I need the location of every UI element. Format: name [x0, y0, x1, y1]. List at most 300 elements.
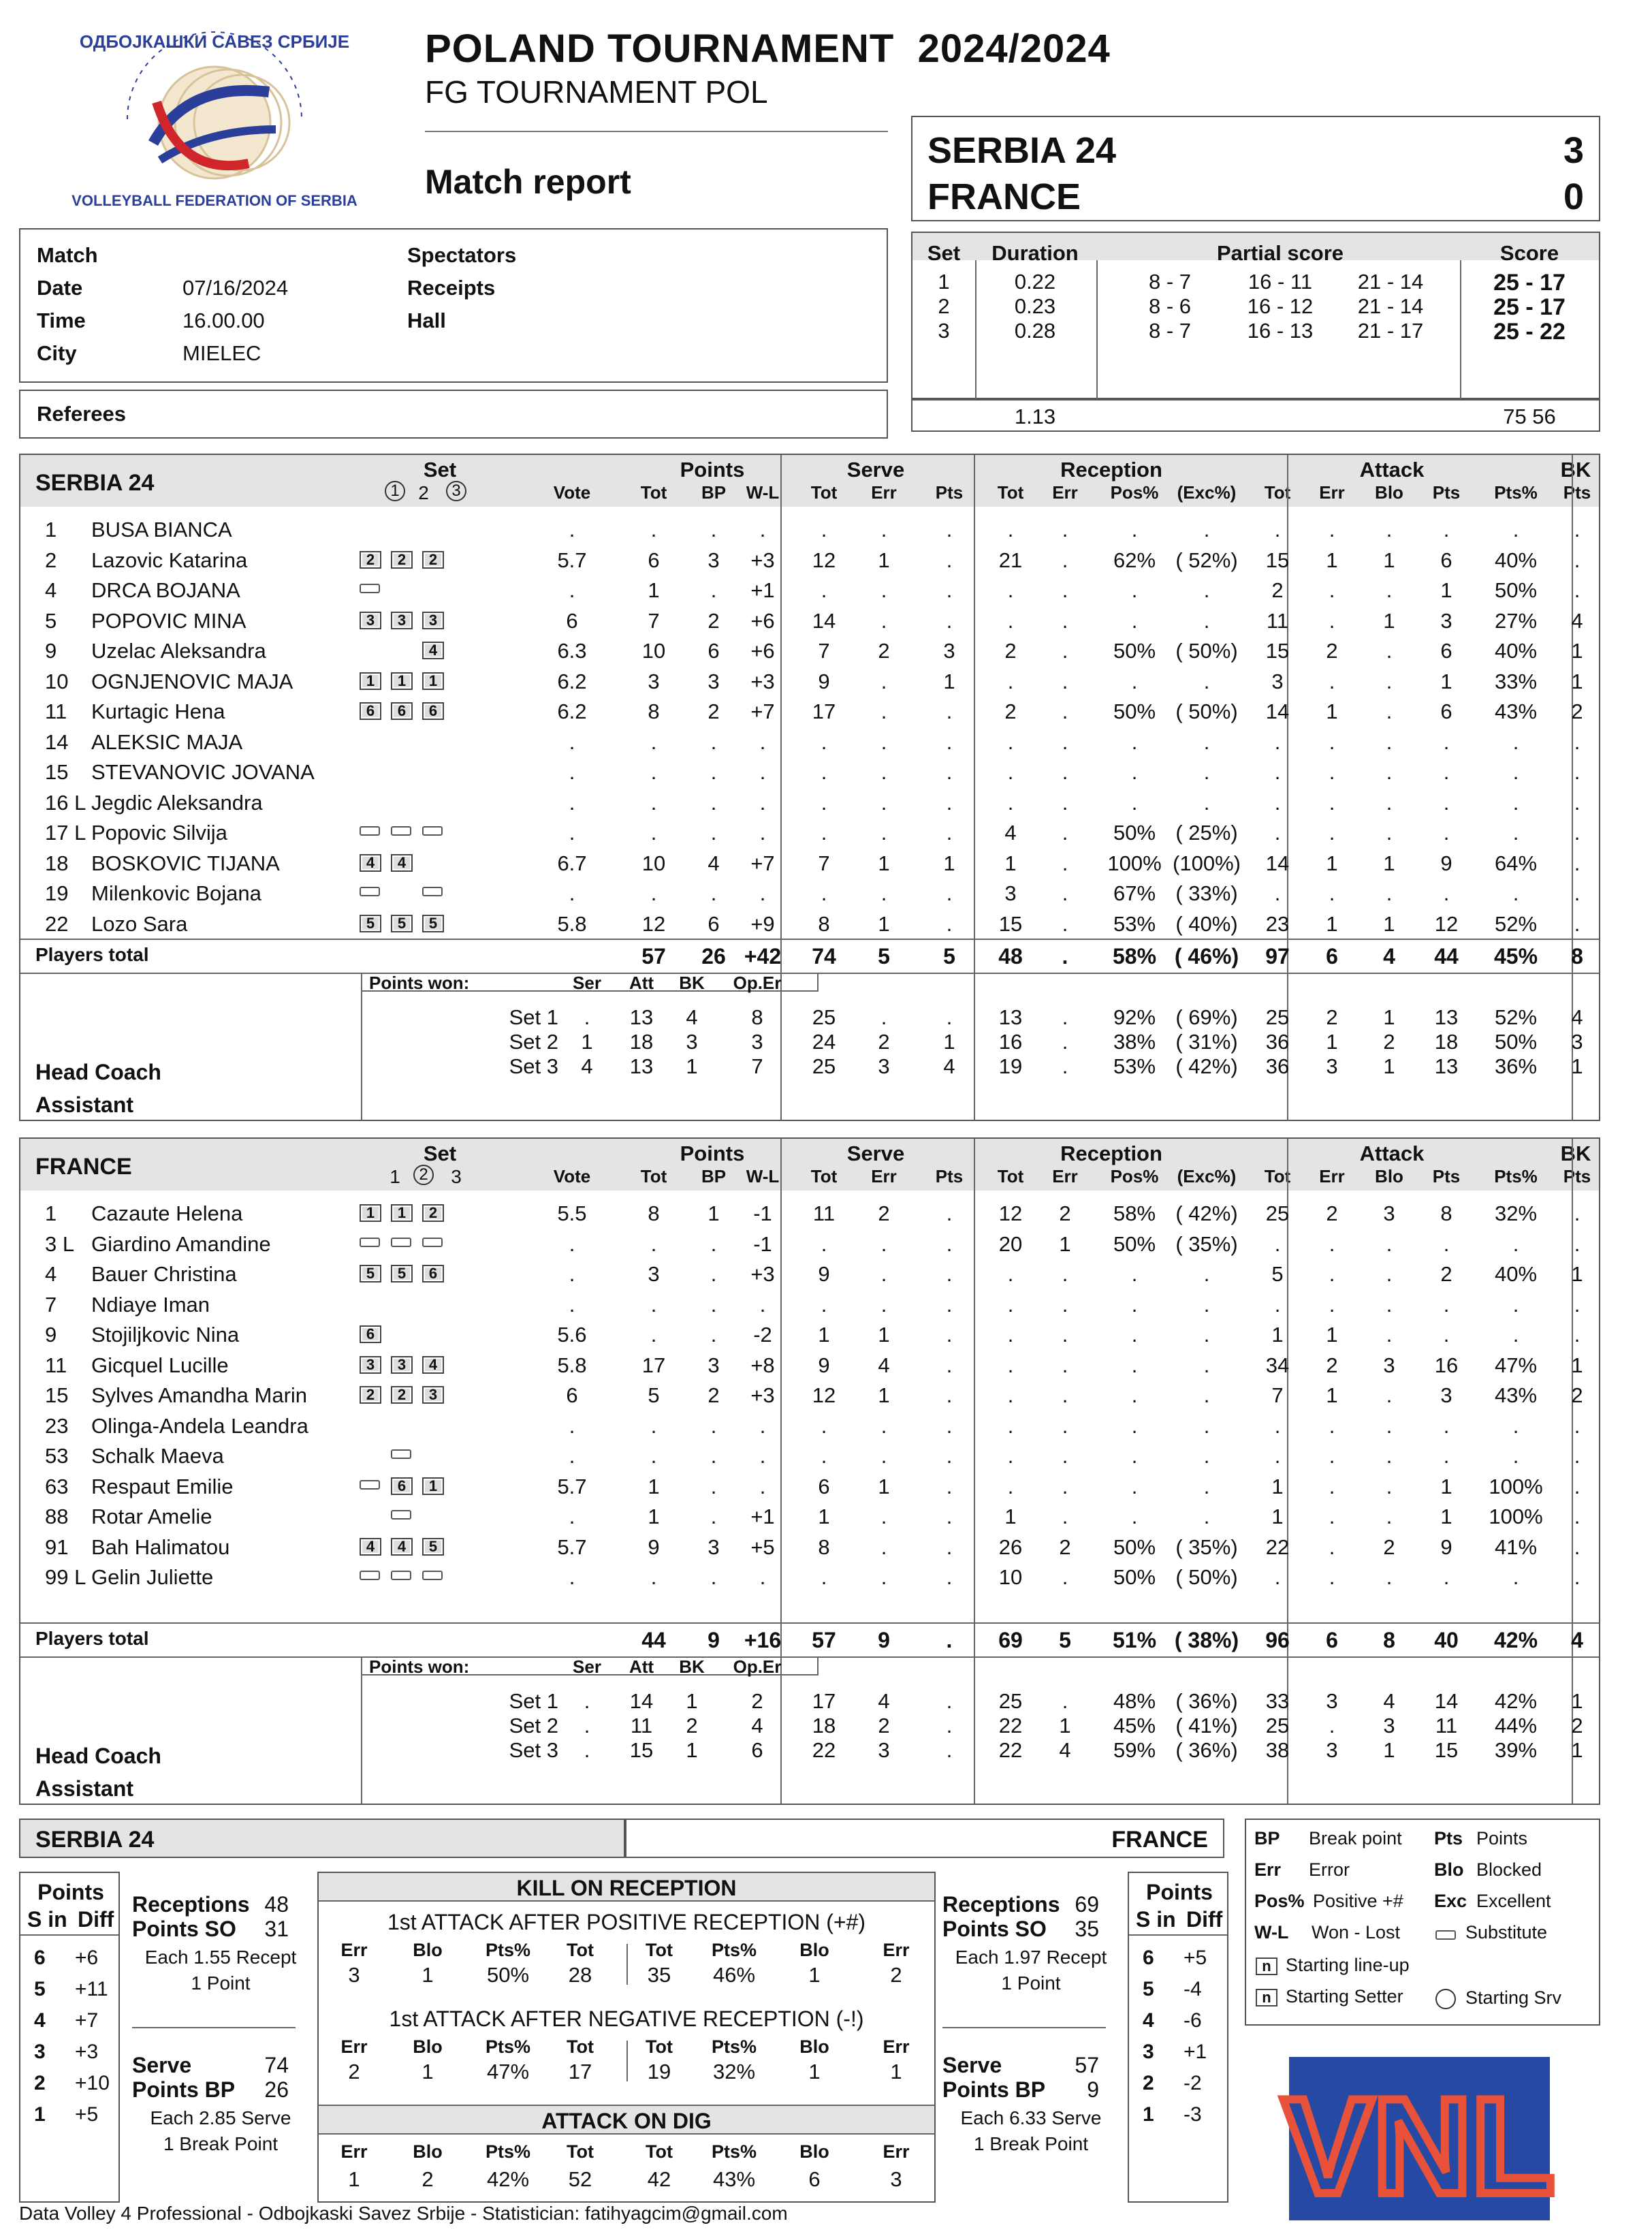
stat-cell: .: [1512, 1413, 1519, 1438]
player-number: 18: [45, 851, 69, 875]
summary-team1: SERBIA 24: [35, 1827, 155, 1853]
stat-cell: .: [880, 729, 887, 754]
lineup-position: 2: [422, 551, 444, 569]
set-breakdown-cell: 3: [1326, 1689, 1338, 1713]
sets-divider: [1460, 260, 1461, 399]
lineup-position: 6: [360, 702, 381, 720]
serve-ratio: Each 6.33 Serve: [960, 2107, 1102, 2128]
stat-cell: .: [1007, 608, 1014, 633]
stat-cell: 50%: [1113, 821, 1156, 845]
stat-cell: .: [1386, 1413, 1393, 1438]
dig-col-header: Blo: [413, 2141, 443, 2162]
dig-value: 1: [348, 2167, 360, 2191]
stat-cell: .: [946, 1231, 953, 1256]
set-breakdown-cell: 13: [629, 1054, 654, 1078]
stat-cell: 2: [1326, 1353, 1338, 1377]
stat-cell: +3: [750, 1262, 775, 1286]
set-number: 3: [451, 1166, 462, 1187]
kill-col-header: Err: [883, 2036, 910, 2057]
set-breakdown-cell: 8: [751, 1005, 763, 1029]
stat-cell: .: [1203, 790, 1210, 815]
set-breakdown-label: Set 1: [509, 1689, 558, 1713]
kill-value: 3: [348, 1963, 360, 1987]
stat-cell: 1: [1004, 1505, 1017, 1528]
stat-cell: .: [1131, 1353, 1138, 1377]
stat-cell: .: [821, 1231, 827, 1256]
set-number: 1: [390, 1166, 400, 1187]
stat-cell: .: [1386, 578, 1393, 602]
sets-divider: [975, 260, 976, 399]
stat-cell: 2: [1571, 1383, 1583, 1407]
kill-col-header: Blo: [413, 1940, 443, 1960]
result-score1: 3: [1563, 130, 1584, 171]
col-subheader: Tot: [997, 482, 1024, 503]
col-group-points: Points: [680, 458, 745, 482]
stat-cell: 1: [1326, 1323, 1338, 1347]
player-name: Giardino Amandine: [91, 1231, 271, 1256]
set-breakdown-cell: 15: [1434, 1738, 1459, 1762]
stat-cell: 34: [1265, 1353, 1290, 1377]
stat-cell: .: [1574, 1444, 1580, 1468]
referees-label: Referees: [37, 402, 126, 426]
stat-cell: 2: [1383, 1535, 1395, 1559]
set-breakdown-cell: 1: [1383, 1054, 1395, 1078]
stat-cell: .: [710, 1444, 717, 1468]
legend-text: Won - Lost: [1312, 1922, 1401, 1942]
stat-cell: 5.5: [557, 1201, 587, 1225]
stat-cell: .: [1203, 1474, 1210, 1498]
stat-cell: .: [1574, 1231, 1580, 1256]
rotation-s: 1: [1143, 2103, 1154, 2126]
stat-cell: ( 52%): [1175, 548, 1238, 572]
player-name: Bah Halimatou: [91, 1535, 230, 1559]
stat-cell: 6.7: [557, 851, 587, 875]
stat-cell: .: [1203, 608, 1210, 633]
player-number: 19: [45, 881, 69, 905]
stat-cell: -1: [753, 1231, 772, 1256]
kill-value: 19: [647, 2060, 671, 2083]
stat-cell: 7: [648, 608, 660, 633]
rotation-diff-value: -2: [1184, 2072, 1202, 2094]
player-name: Jegdic Aleksandra: [91, 790, 263, 815]
stat-cell: .: [1131, 760, 1138, 784]
stat-cell: .: [1443, 1444, 1450, 1468]
dig-col-header: Tot: [646, 2141, 673, 2162]
stat-cell: .: [1062, 518, 1068, 541]
set-breakdown-cell: ( 41%): [1175, 1714, 1238, 1737]
stat-cell: .: [946, 1383, 953, 1407]
rotation-diff: Diff: [1186, 1907, 1223, 1932]
col-group-reception: Reception: [1060, 458, 1162, 482]
stat-cell: 1: [818, 1505, 830, 1528]
stat-cell: 50%: [1494, 578, 1538, 602]
points-won-col: Op.Er: [733, 1656, 782, 1677]
stat-cell: 5.7: [557, 1474, 587, 1498]
rotation-diff-value: -3: [1184, 2103, 1202, 2126]
lineup-position: 4: [360, 1538, 381, 1556]
stat-cell: 8: [648, 699, 660, 723]
stat-cell: .: [1329, 669, 1335, 693]
legend-text: Starting line-up: [1286, 1955, 1410, 1975]
kill-col-header: Err: [883, 1940, 910, 1960]
stat-cell: .: [880, 1262, 887, 1286]
stat-cell: .: [710, 1565, 717, 1589]
stat-cell: .: [1007, 1383, 1014, 1407]
stat-cell: .: [1062, 608, 1068, 633]
set-breakdown-cell: 36: [1265, 1030, 1290, 1054]
stat-cell: 27%: [1494, 608, 1538, 633]
lineup-position: 3: [422, 1386, 444, 1404]
player-number: 4: [45, 1262, 57, 1286]
points-bp-value: 9: [1087, 2077, 1099, 2102]
set-breakdown-cell: 1: [1326, 1030, 1338, 1054]
set-breakdown-cell: .: [584, 1738, 590, 1762]
lineup-position: 4: [422, 642, 444, 659]
col-subheader: Blo: [1375, 1166, 1403, 1186]
total-cell: 44: [641, 1628, 666, 1652]
lineup-position: 2: [422, 1204, 444, 1222]
col-subheader: Err: [1052, 482, 1078, 503]
player-name: OGNJENOVIC MAJA: [91, 669, 293, 693]
stat-cell: 33%: [1494, 669, 1538, 693]
stat-cell: .: [1329, 1413, 1335, 1438]
stat-cell: .: [1007, 1292, 1014, 1317]
set-breakdown-cell: 4: [878, 1689, 890, 1713]
stat-cell: .: [759, 1474, 766, 1498]
set-breakdown-cell: 39%: [1494, 1738, 1538, 1762]
substitute-marker: [360, 584, 380, 593]
player-name: Gelin Juliette: [91, 1565, 214, 1589]
stat-cell: 1: [1571, 639, 1583, 663]
player-name: BOSKOVIC TIJANA: [91, 851, 280, 875]
stat-cell: 1: [1271, 1323, 1284, 1347]
stat-cell: .: [1443, 881, 1450, 905]
total-cell: 26: [701, 944, 726, 969]
set-breakdown-cell: .: [1062, 1005, 1068, 1029]
set-circle-indicator: 1: [385, 481, 405, 501]
stat-cell: .: [569, 578, 575, 602]
stat-cell: 2: [708, 699, 720, 723]
kill-value: 32%: [712, 2060, 756, 2083]
kill-col-header: Tot: [646, 1940, 673, 1960]
set-circle-indicator: 2: [413, 1165, 434, 1185]
col-subheader: Pts%: [1494, 1166, 1538, 1186]
stat-cell: .: [650, 729, 657, 754]
set-row-cell: 16 - 12: [1247, 294, 1314, 318]
total-cell: ( 38%): [1174, 1628, 1239, 1652]
stat-cell: .: [880, 1565, 887, 1589]
lineup-position: 6: [422, 702, 444, 720]
stat-cell: .: [1062, 1444, 1068, 1468]
kill-col-header: Blo: [799, 2036, 829, 2057]
stat-cell: .: [1512, 729, 1519, 754]
points-won-col: Ser: [573, 1656, 601, 1677]
stat-cell: .: [1062, 1323, 1068, 1347]
rotation-divider: [1129, 1934, 1227, 1936]
sets-h-score: Score: [1499, 241, 1559, 265]
stat-cell: .: [1386, 821, 1393, 845]
total-cell: .: [1062, 944, 1068, 969]
stat-cell: 21: [998, 548, 1023, 572]
stat-cell: +6: [750, 608, 775, 633]
col-subheader: Pts: [935, 1166, 964, 1186]
player-name: Kurtagic Hena: [91, 699, 225, 723]
col-subheader: Pts: [935, 482, 964, 503]
total-cell: 69: [998, 1628, 1023, 1652]
stat-cell: 64%: [1494, 851, 1538, 875]
rotation-diff-value: +5: [1184, 1947, 1207, 1969]
stat-cell: 3: [708, 1353, 720, 1377]
stat-cell: .: [946, 790, 953, 815]
stat-cell: 2: [1571, 699, 1583, 723]
kill-col-header: Err: [340, 2036, 368, 2057]
col-subheader: (Exc%): [1177, 1166, 1237, 1186]
stat-cell: .: [1574, 760, 1580, 784]
set-row-cell: 16 - 11: [1248, 270, 1313, 294]
stat-cell: 22: [1265, 1535, 1290, 1559]
stat-cell: .: [1007, 578, 1014, 602]
stat-cell: 100%: [1107, 851, 1162, 875]
title-divider: [425, 131, 888, 132]
stat-cell: .: [1386, 1565, 1393, 1589]
total-cell: 9: [878, 1628, 890, 1652]
total-cell: 42%: [1493, 1628, 1538, 1652]
sets-divider: [1096, 260, 1098, 399]
legend-key: Err: [1254, 1859, 1282, 1880]
set-breakdown-cell: 11: [1435, 1714, 1458, 1737]
legend-text: Points: [1476, 1828, 1528, 1848]
set-breakdown-cell: .: [1329, 1714, 1335, 1737]
set-breakdown-cell: 13: [998, 1005, 1023, 1029]
set-circle-indicator: 3: [446, 481, 466, 501]
stat-cell: .: [1203, 1353, 1210, 1377]
col-group-serve: Serve: [846, 1142, 905, 1165]
stat-cell: .: [1274, 729, 1281, 754]
player-number: 88: [45, 1505, 69, 1528]
kill-value: 1: [422, 2060, 434, 2083]
stat-cell: .: [710, 1323, 717, 1347]
set-breakdown-label: Set 1: [509, 1005, 558, 1029]
stat-cell: .: [1203, 1383, 1210, 1407]
total-points: 75 56: [1503, 405, 1556, 428]
stat-cell: +7: [750, 851, 775, 875]
stat-cell: 62%: [1113, 548, 1156, 572]
time-value: 16.00.00: [182, 309, 265, 332]
rotation-sin: S in: [1136, 1907, 1176, 1932]
kill-value: 35: [647, 1963, 671, 1987]
stat-cell: .: [759, 1413, 766, 1438]
lineup-position: 6: [422, 1265, 444, 1283]
col-subheader: Pts: [1432, 482, 1461, 503]
stat-cell: 3: [1383, 1201, 1395, 1225]
stat-cell: 1: [878, 1383, 890, 1407]
stat-cell: ( 33%): [1175, 881, 1238, 905]
stat-cell: 3: [1440, 1383, 1452, 1407]
stat-cell: 6: [708, 911, 720, 936]
stat-cell: 2: [1059, 1535, 1071, 1559]
stat-cell: .: [880, 578, 887, 602]
set-breakdown-cell: 38%: [1113, 1030, 1156, 1054]
kill-value: 50%: [486, 1963, 530, 1987]
player-name: Uzelac Aleksandra: [91, 639, 266, 663]
stat-cell: 5.7: [557, 548, 587, 572]
substitute-marker: [391, 826, 411, 836]
stat-cell: 3: [708, 1535, 720, 1559]
stat-cell: .: [569, 1565, 575, 1589]
stat-cell: 6.2: [557, 669, 587, 693]
stat-cell: .: [1574, 1565, 1580, 1589]
points-won-col: BK: [679, 973, 705, 993]
set-breakdown-cell: 3: [751, 1030, 763, 1054]
stat-cell: .: [710, 790, 717, 815]
totals-divider: [20, 1622, 1599, 1624]
stat-cell: 1: [943, 851, 955, 875]
stat-cell: .: [1329, 1535, 1335, 1559]
set-breakdown-cell: 1: [943, 1030, 955, 1054]
totals-divider: [20, 939, 1599, 940]
stat-cell: 1: [1440, 669, 1452, 693]
stat-cell: .: [1386, 1292, 1393, 1317]
stat-cell: .: [1512, 881, 1519, 905]
stat-cell: 3: [1440, 608, 1452, 633]
kill-value: 1: [890, 2060, 902, 2083]
stat-cell: .: [710, 1262, 717, 1286]
stat-cell: .: [1131, 1505, 1138, 1528]
player-number: 91: [45, 1535, 69, 1559]
points-won-divider: [361, 1676, 362, 1804]
total-cell: 48: [998, 944, 1023, 969]
stat-cell: .: [821, 518, 827, 541]
stat-cell: .: [1386, 639, 1393, 663]
points-so-value: 31: [264, 1917, 289, 1941]
kill-title: KILL ON RECEPTION: [516, 1876, 737, 1900]
set-breakdown-cell: 1: [686, 1738, 698, 1762]
kill-value: 1: [808, 2060, 821, 2083]
set-breakdown-cell: 24: [812, 1030, 836, 1054]
kill-subtitle: 1st ATTACK AFTER NEGATIVE RECEPTION (-!): [389, 2007, 864, 2031]
set-breakdown-cell: 25: [1265, 1005, 1290, 1029]
stat-cell: .: [1007, 669, 1014, 693]
kill-col-header: Err: [340, 1940, 368, 1960]
set-breakdown-cell: 22: [998, 1714, 1023, 1737]
stat-cell: .: [1062, 729, 1068, 754]
stat-cell: .: [880, 821, 887, 845]
set-breakdown-cell: 6: [751, 1738, 763, 1762]
stat-cell: 1: [878, 548, 890, 572]
stat-cell: 6: [566, 608, 578, 633]
set-breakdown-cell: 17: [812, 1689, 836, 1713]
stat-cell: 3: [708, 548, 720, 572]
stat-cell: 67%: [1113, 881, 1156, 905]
sets-total-box: [911, 399, 1600, 432]
stat-cell: 1: [1271, 1505, 1284, 1528]
col-subheader: Pts: [1563, 482, 1591, 503]
stat-cell: .: [1131, 578, 1138, 602]
stat-cell: 2: [1271, 578, 1284, 602]
points-won-label: Points won:: [369, 1656, 470, 1677]
set-row-cell: 25 - 17: [1493, 294, 1566, 320]
set-breakdown-cell: ( 31%): [1175, 1030, 1238, 1054]
stat-cell: 2: [1326, 639, 1338, 663]
players-total-label: Players total: [35, 1628, 149, 1649]
col-group-bk: BK: [1560, 458, 1591, 482]
stat-cell: 26: [998, 1535, 1023, 1559]
set-row-cell: 25 - 22: [1493, 319, 1566, 345]
set-breakdown-cell: ( 36%): [1175, 1689, 1238, 1713]
set-breakdown-cell: 16: [998, 1030, 1023, 1054]
stat-cell: .: [710, 760, 717, 784]
stat-cell: ( 50%): [1175, 639, 1238, 663]
stat-cell: 2: [1004, 639, 1017, 663]
stat-cell: 12: [812, 1383, 836, 1407]
kill-subtitle: 1st ATTACK AFTER POSITIVE RECEPTION (+#): [387, 1910, 866, 1934]
set-breakdown-cell: 4: [1571, 1005, 1583, 1029]
player-number: 16 L: [45, 790, 86, 815]
player-name: ALEKSIC MAJA: [91, 729, 243, 754]
stat-cell: .: [710, 1292, 717, 1317]
stat-cell: .: [946, 1353, 953, 1377]
substitute-marker: [391, 1510, 411, 1520]
set-row-cell: 21 - 17: [1357, 319, 1424, 343]
stat-cell: 3: [648, 669, 660, 693]
stat-cell: .: [1062, 881, 1068, 905]
stat-cell: .: [1386, 669, 1393, 693]
stat-cell: 41%: [1494, 1535, 1538, 1559]
stat-cell: 2: [1440, 1262, 1452, 1286]
rotation-sin: S in: [27, 1907, 67, 1932]
stat-cell: .: [1329, 1474, 1335, 1498]
time-label: Time: [37, 309, 86, 332]
set-breakdown-cell: 2: [1383, 1030, 1395, 1054]
stat-cell: 3: [648, 1262, 660, 1286]
column-divider: [780, 1139, 782, 1804]
lineup-position: 5: [360, 915, 381, 932]
points-won-col: Att: [629, 1656, 654, 1677]
stat-cell: .: [1131, 729, 1138, 754]
stat-cell: -1: [753, 1201, 772, 1225]
stat-cell: 100%: [1489, 1505, 1543, 1528]
player-name: STEVANOVIC JOVANA: [91, 760, 315, 784]
stat-cell: 7: [818, 639, 830, 663]
lineup-position: 6: [391, 1477, 413, 1495]
player-number: 11: [45, 699, 67, 723]
stat-cell: .: [1443, 821, 1450, 845]
kill-col-header: Pts%: [711, 2036, 757, 2057]
stat-cell: 1: [1383, 911, 1395, 936]
stat-cell: 23: [1265, 911, 1290, 936]
set-breakdown-label: Set 3: [509, 1054, 558, 1078]
stat-cell: .: [1131, 1323, 1138, 1347]
player-name: BUSA BIANCA: [91, 518, 232, 541]
substitute-marker: [360, 826, 380, 836]
stat-cell: .: [1203, 1505, 1210, 1528]
col-subheader: Tot: [1264, 482, 1291, 503]
lineup-position: 1: [422, 1477, 444, 1495]
points-won-col: Att: [629, 973, 654, 993]
total-cell: +16: [744, 1628, 782, 1652]
stat-cell: .: [821, 1565, 827, 1589]
stat-cell: 2: [878, 639, 890, 663]
set-breakdown-cell: 25: [812, 1005, 836, 1029]
kill-divider: [319, 2133, 934, 2135]
stat-cell: 2: [708, 608, 720, 633]
kill-value: 1: [808, 1963, 821, 1987]
col-subheader: Vote: [553, 1166, 591, 1186]
column-divider: [780, 455, 782, 1120]
stat-cell: .: [1062, 639, 1068, 663]
stat-cell: .: [650, 1565, 657, 1589]
player-name: Stojiljkovic Nina: [91, 1323, 240, 1347]
